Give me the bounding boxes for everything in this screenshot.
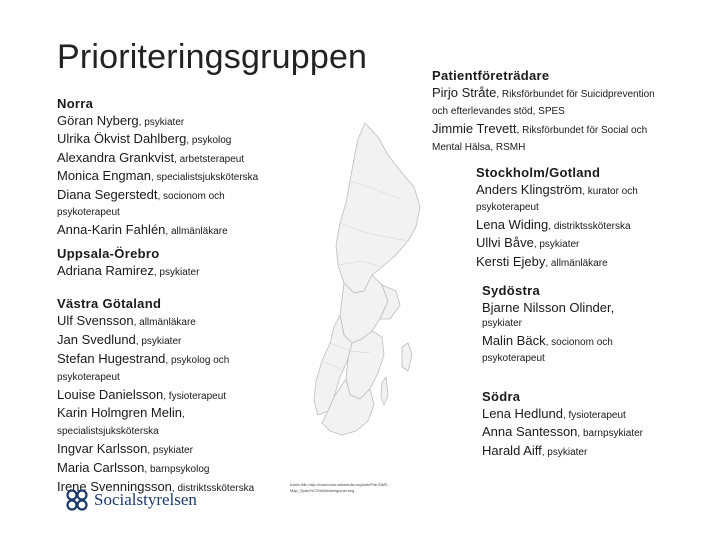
member-role: , allmänläkare [165,225,228,237]
member-role-cont: psykoterapeut [476,202,539,213]
region-sodra-section [482,389,643,461]
member-role: , psykiater [135,335,182,347]
region-heading: Stockholm/Gotland [476,165,601,180]
member-name: Lena Widing [476,216,549,232]
page-title: Prioriteringsgruppen [57,38,368,76]
sweden-map [270,115,460,485]
region-vastra-gotaland-section [57,296,254,498]
member-name: Louise Danielsson [57,386,164,402]
region-norra-section [57,96,258,240]
region-uppsala-orebro-section [57,246,199,281]
region-heading: Uppsala-Örebro [57,246,160,261]
member-name: Irene Svenningsson [57,479,172,495]
member-role: , psykolog och [165,354,230,366]
member-role: , [610,299,615,315]
map-region-norra [336,123,420,293]
member-role: , socionom och [157,190,225,202]
region-heading: Västra Götaland [57,296,162,311]
member-name: Alexandra Grankvist [57,149,175,165]
patient-member-name: Jimmie Trevett [432,121,517,136]
member-name: Ullvi Båve [476,235,534,250]
member-role-cont: psykoterapeut [482,353,545,364]
member-role: , psykiater [541,446,588,458]
member-name: Lena Hedlund [482,405,563,421]
member-name: Ulf Svensson [57,312,134,328]
member-role: , distriktssköterska [171,483,255,495]
region-stockholm-gotland-section [476,165,638,272]
member-name: Stefan Hugestrand [57,350,166,366]
member-role: , specialistsjuksköterska [150,172,259,183]
member-role: , psykiater [147,445,193,457]
member-name: Adriana Ramirez [57,262,154,278]
member-name: Ingvar Karlsson [57,441,148,457]
member-role-cont: psykoterapeut [57,371,120,383]
patient-member-role: , Riksförbundet för Suicidprevention [496,89,655,100]
member-name: Jan Svedlund [57,331,136,347]
socialstyrelsen-emblem-icon [64,487,90,513]
member-role-cont: psykoterapeut [57,207,120,218]
member-role: , psykiater [533,239,580,250]
map-island-oland [381,377,388,405]
member-role: , fysioterapeut [163,390,227,402]
region-heading: Norra [57,96,94,111]
member-role-cont: psykiater [482,318,523,329]
map-credit: Karta från http://commons.wikimedia.org/wiki/File:SWE-Map_Sjukv%C3%A5rdsregioner.svg [290,482,389,493]
member-role: , psykolog [186,135,232,146]
region-sydostra-section [482,283,614,368]
member-name: Bjarne Nilsson Olinder [482,299,611,315]
region-heading: Södra [482,389,521,404]
patient-member-role-cont: Mental Hälsa, RSMH [432,142,526,153]
member-name: Karin Holmgren Melin [57,405,182,421]
region-heading: Sydöstra [482,283,541,298]
member-name: Harald Aiff [482,442,542,458]
member-name: Malin Bäck [482,332,546,348]
member-role: , allmänläkare [133,316,196,328]
patient-member-name: Pirjo Stråte [432,85,497,100]
member-name: Anna-Karin Fahlén [57,221,166,237]
member-role: , fysioterapeut [562,409,626,421]
member-role: , psykiater [138,116,185,128]
patient-member-role: , Riksförbundet för Social och [516,125,648,136]
member-name: Monica Engman [57,168,151,183]
logo-text: Socialstyrelsen [94,490,197,509]
member-name: Maria Carlsson [57,460,145,476]
member-name: Diana Segerstedt [57,186,158,202]
member-role: , psykiater [153,266,200,278]
patient-heading: Patientföreträdare [432,68,550,83]
socialstyrelsen-logo [64,487,197,513]
member-name: Anders Klingström [476,181,583,197]
member-role-cont: specialistsjuksköterska [57,426,159,438]
member-role: , kurator och [582,185,638,197]
member-role: , allmänläkare [545,257,608,269]
patient-representatives-section [432,67,655,156]
map-island-gotland [402,343,412,371]
member-name: Anna Santesson [482,424,578,439]
member-name: Kersti Ejeby [476,253,546,269]
member-role: , barnpsykolog [144,464,210,476]
member-name: Göran Nyberg [57,112,139,128]
member-role: , [182,409,185,421]
member-role: , arbetsterapeut [174,153,245,165]
member-role: , distriktssköterska [548,220,631,232]
member-role: , socionom och [545,336,613,348]
member-name: Ulrika Ökvist Dahlberg [57,131,187,146]
patient-member-role-cont: och efterlevandes stöd, SPES [432,106,565,117]
member-role: , barnpsykiater [577,428,643,439]
